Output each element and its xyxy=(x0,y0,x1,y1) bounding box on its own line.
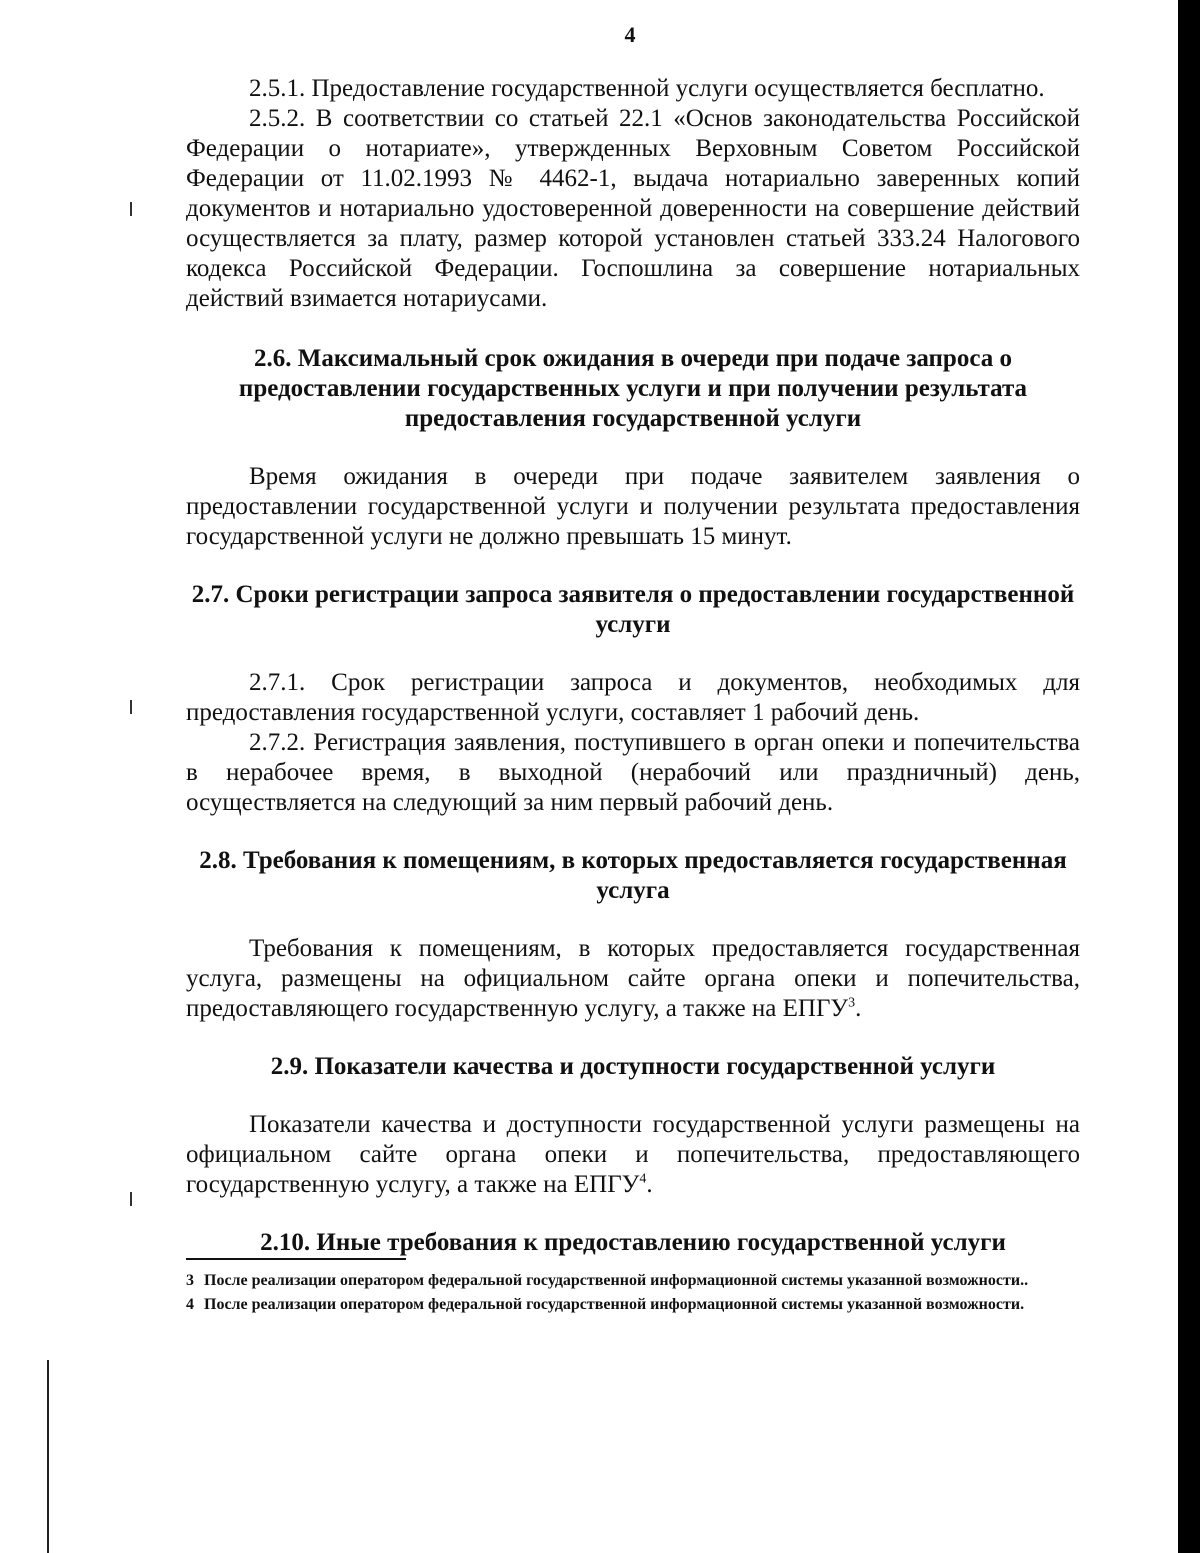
footnote-ref-3: 3 xyxy=(848,995,856,1011)
margin-mark xyxy=(130,700,132,714)
footnote-number: 3 xyxy=(186,1272,194,1289)
paragraph-2-8: Требования к помещениям, в которых предоставляется государственная услуга, размещены на официальном сайте органа опеки и попечительства, предоставляющего государственную услугу, а также на ЕПГУ$^3$. xyxy=(186,935,1080,1022)
paragraph-2-6: Время ожидания в очереди при подаче заявителем заявления о предоставлении государственной услуги и получении результата предоставления государственной услуги не должно превышать 15 минут. xyxy=(186,463,1080,550)
scan-edge-left xyxy=(47,1360,49,1553)
heading-2-8: 2.8. Требования к помещениям, в которых предоставляется государственная услуга xyxy=(199,847,1067,904)
footnote-number: 4 xyxy=(186,1296,194,1313)
paragraph-2-9-text: Показатели качества и доступности государственной услуги размещены на официальном сайте органа опеки и попечительства, предоставляющего государственную услугу, а также на ЕПГУ xyxy=(186,1111,1080,1198)
footnote-3 xyxy=(186,1272,1078,1290)
paragraph-2-5-2: 2.5.2. В соответствии со статьей 22.1 «Основ законодательства Российской Федерации о нотариате», утвержденных Верховным Советом Российской Федерации от 11.02.1993 № 4462-1, выдача нотариально заверенных копий документов и нотариально удостоверенной доверенности на совершение действий осуществляется за плату, размер которой установлен статьей 333.24 Налогового кодекса Российской Федерации. Госпошлина за совершение нотариальных действий взимается нотариусами. xyxy=(186,105,1080,312)
paragraph-2-9: Показатели качества и доступности государственной услуги размещены на официальном сайте органа опеки и попечительства, предоставляющего государственную услугу, а также на ЕПГУ$^4$. xyxy=(186,1111,1080,1198)
heading-2-9: 2.9. Показатели качества и доступности государственной услуги xyxy=(270,1053,996,1080)
heading-2-10: 2.10. Иные требования к предоставлению государственной услуги xyxy=(260,1229,1006,1256)
footnote-4 xyxy=(186,1296,1078,1314)
footnote-text: После реализации оператором федеральной государственной информационной системы указанной возможности. xyxy=(204,1296,1025,1313)
margin-mark xyxy=(130,1192,132,1206)
footnote-ref-4: 4 xyxy=(639,1171,647,1187)
footnote-separator xyxy=(186,1258,406,1260)
heading-2-6: 2.6. Максимальный срок ожидания в очереди при подаче запроса о предоставлении государственных услуги и при получении результата предоставления государственной услуги xyxy=(238,345,1028,432)
footnote-text: После реализации оператором федеральной государственной информационной системы указанной возможности.. xyxy=(204,1272,1029,1289)
paragraph-2-8-text: Требования к помещениям, в которых предоставляется государственная услуга, размещены на официальном сайте органа опеки и попечительства, предоставляющего государственную услугу, а также на ЕПГУ xyxy=(186,935,1080,1022)
paragraph-2-7-1: 2.7.1. Срок регистрации запроса и документов, необходимых для предоставления государственной услуги, составляет 1 рабочий день. xyxy=(186,669,1080,726)
margin-mark xyxy=(130,202,132,216)
heading-2-7: 2.7. Сроки регистрации запроса заявителя о предоставлении государственной услуги xyxy=(191,581,1075,638)
document-body xyxy=(186,74,1080,1258)
paragraph-2-7-2: 2.7.2. Регистрация заявления, поступившего в орган опеки и попечительства в нерабочее время, в выходной (нерабочий или праздничный) день, осуществляется на следующий за ним первый рабочий день. xyxy=(186,729,1080,816)
scan-edge-right xyxy=(1178,0,1200,1553)
page-number: 4 xyxy=(624,22,636,47)
paragraph-2-5-1: 2.5.1. Предоставление государственной услуги осуществляется бесплатно. xyxy=(249,75,1045,102)
footnotes xyxy=(186,1272,1078,1320)
